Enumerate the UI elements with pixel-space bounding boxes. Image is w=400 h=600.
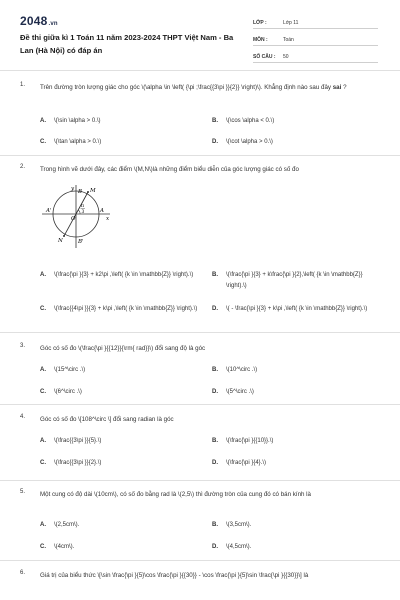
option-letter: D. — [212, 389, 218, 395]
question-text-tail: ? — [341, 84, 347, 91]
question-text: Một cung có độ dài \(10cm\), có số đo bằng rad là \(2,5\) thì đường tròn của cung đó có bán kính là — [40, 491, 311, 498]
question-6 — [20, 570, 382, 596]
option-letter: C. — [40, 389, 46, 395]
option-letter: B. — [212, 367, 218, 373]
label-x: x — [106, 216, 110, 222]
option-text: \(\tan \alpha > 0.\) — [54, 139, 102, 145]
logo-sub: .vn — [48, 21, 58, 27]
question-text: Góc có số đo \(\frac{\pi }{{12}}{\rm{ rad}}\) đổi sang độ là góc — [40, 345, 206, 352]
option-letter: A. — [40, 438, 46, 444]
option-letter: B. — [212, 272, 218, 278]
label-b: B — [78, 189, 83, 195]
meta-count-row — [253, 48, 378, 63]
option-text: \(\frac{\pi }{{10}}.\) — [226, 438, 274, 444]
label-n: N — [58, 238, 63, 244]
option-letter: A. — [40, 272, 46, 278]
option-letter: D. — [212, 139, 218, 145]
point-m — [87, 191, 89, 193]
site-logo[interactable] — [20, 14, 58, 28]
question-divider — [0, 332, 400, 333]
meta-class-key: LỚP : — [253, 20, 267, 26]
option-letter: C. — [40, 544, 46, 550]
option-letter: D. — [212, 544, 218, 550]
option-text: \( - \frac{\pi }{3} + k\pi ,\left( {k \in \mathbb{Z}} \right).\) — [226, 306, 368, 312]
option-letter: B. — [212, 522, 218, 528]
label-three: 3 — [81, 210, 85, 215]
label-a-prime: A' — [46, 208, 52, 214]
question-divider — [0, 560, 400, 561]
meta-subject-row — [253, 31, 378, 46]
question-number: 5. — [20, 489, 26, 495]
label-m: M — [90, 188, 96, 194]
point-n — [63, 235, 65, 237]
label-b-prime: B' — [78, 239, 84, 245]
option-letter: C. — [40, 460, 46, 466]
option-text: \(2,5cm\). — [54, 522, 80, 528]
question-3 — [20, 343, 382, 399]
option-letter: C. — [40, 306, 46, 312]
question-text: Giá trị của biểu thức \[\sin \frac{\pi }{5}\cos \frac{\pi }{{30}} - \cos \frac{\pi }{5}\sin \frac{\pi }{{30}}\] là — [40, 572, 309, 579]
document-title: Đề thi giữa kì 1 Toán 11 năm 2023-2024 THPT Việt Nam - Ba Lan (Hà Nội) có đáp án — [20, 33, 234, 55]
header-divider — [0, 70, 400, 71]
option-text: \(10^\circ .\) — [226, 367, 258, 373]
label-pi: π — [81, 204, 84, 209]
question-divider — [0, 155, 400, 156]
option-text: \(\sin \alpha > 0.\) — [54, 118, 101, 124]
option-text: \(\cot \alpha > 0.\) — [226, 139, 273, 145]
option-text: \(3,5cm\). — [226, 522, 252, 528]
page-header — [0, 0, 400, 68]
question-divider — [0, 404, 400, 405]
question-number: 4. — [20, 414, 26, 420]
logo-main: 2048 — [20, 14, 48, 28]
option-text: \(\frac{\pi }{4}.\) — [226, 460, 267, 466]
option-text: \(5^\circ .\) — [226, 389, 254, 395]
option-letter: C. — [40, 139, 46, 145]
question-divider — [0, 480, 400, 481]
question-number: 3. — [20, 343, 26, 349]
option-text: \(15^\circ .\) — [54, 367, 86, 373]
option-text: \(\frac{{4\pi }}{3} + k\pi ,\left( {k \in \mathbb{Z}} \right).\) — [54, 306, 198, 312]
option-text: \(4,5cm\). — [226, 544, 252, 550]
option-text: \(\frac{\pi }{3} + k2\pi ,\left( {k \in \mathbb{Z}} \right).\) — [54, 272, 194, 278]
question-number: 2. — [20, 164, 26, 170]
question-number: 1. — [20, 82, 26, 88]
question-text: Góc có số đo \[108^\circ \] đổi sang radian là góc — [40, 416, 174, 423]
option-text: \(\frac{\pi }{3} + k\frac{\pi }{2},\left( {k \in \mathbb{Z}} \right).\) — [226, 272, 363, 289]
option-letter: D. — [212, 460, 218, 466]
question-text-main: Trên đường tròn lượng giác cho góc \(\alpha \in \left( {\pi ;\frac{{3\pi }}{2}} \right)\). Khẳng định nào sau đây — [40, 84, 333, 91]
question-4 — [20, 414, 382, 474]
option-text: \(\cos \alpha < 0.\) — [226, 118, 275, 124]
meta-subject-key: MÔN : — [253, 37, 268, 43]
meta-class-value: Lớp 11 — [283, 20, 299, 26]
option-letter: A. — [40, 367, 46, 373]
option-text: \(\frac{{3\pi }}{2}.\) — [54, 460, 102, 466]
label-y: y — [71, 186, 75, 192]
question-1 — [20, 82, 382, 148]
option-letter: B. — [212, 118, 218, 124]
option-letter: A. — [40, 118, 46, 124]
meta-count-key: SỐ CÂU : — [253, 54, 276, 60]
option-text: \(6^\circ .\) — [54, 389, 82, 395]
option-text: \(4cm\). — [54, 544, 75, 550]
meta-class-row — [253, 14, 378, 29]
question-5 — [20, 489, 382, 555]
question-text — [40, 82, 380, 93]
option-letter: B. — [212, 438, 218, 444]
exam-meta — [253, 14, 378, 65]
option-text: \(\frac{{3\pi }}{5}.\) — [54, 438, 102, 444]
option-letter: D. — [212, 306, 218, 312]
label-a: A — [100, 208, 104, 214]
meta-subject-value: Toán — [283, 37, 294, 43]
question-text-bold: sai — [332, 84, 342, 91]
question-number: 6. — [20, 570, 26, 576]
question-text: Trong hình vẽ dưới đây, các điểm \(M,N\)là những điểm biểu diễn của góc lượng giác có số đo — [40, 166, 299, 173]
label-o: O — [71, 216, 76, 222]
unit-circle-figure — [40, 183, 112, 249]
meta-count-value: 50 — [283, 54, 289, 60]
option-letter: A. — [40, 522, 46, 528]
